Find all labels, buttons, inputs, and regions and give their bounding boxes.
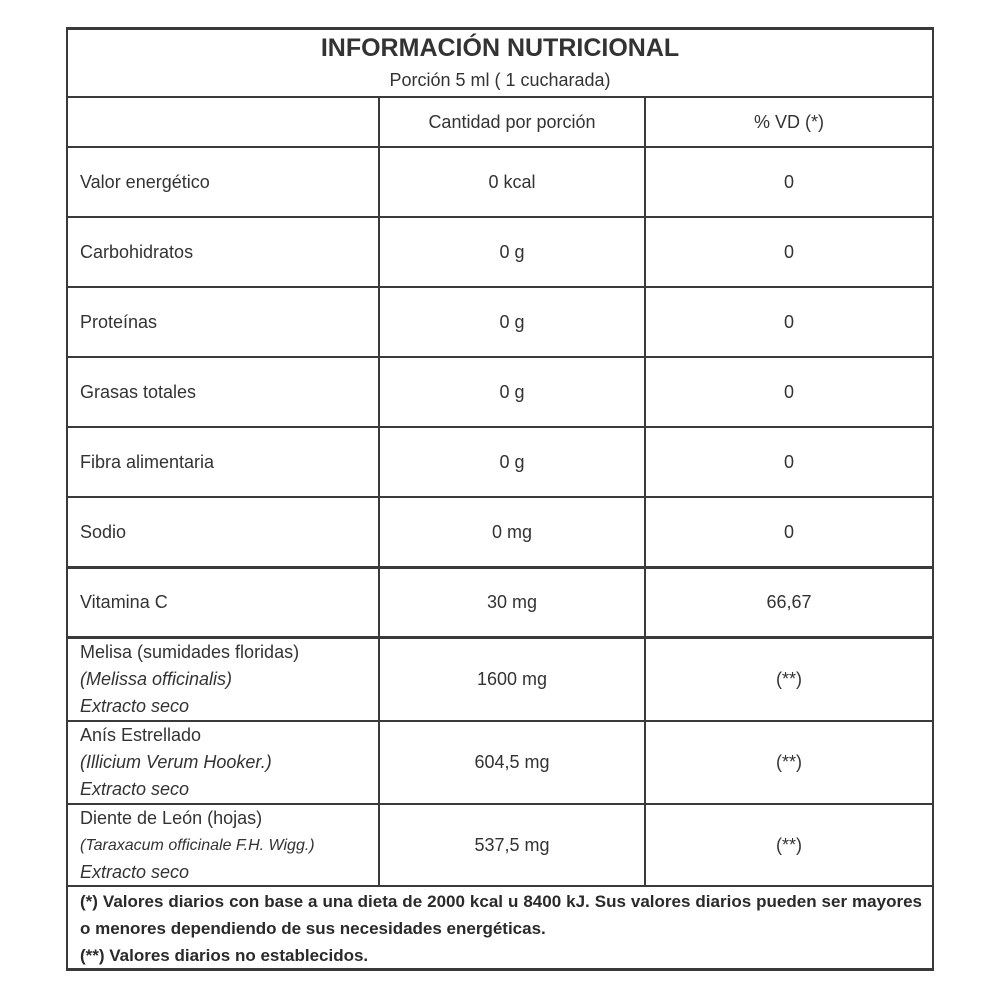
row-amount: 0 kcal	[488, 171, 536, 192]
extract-dv: (**)	[776, 752, 802, 772]
row-dv: 0	[783, 311, 794, 332]
row-name: Vitamina C	[80, 592, 168, 612]
row-dv: 0	[783, 381, 794, 402]
row-amount: 0 g	[499, 311, 525, 332]
serving-size: Porción 5 ml ( 1 cucharada)	[389, 70, 611, 90]
extract-amount: 537,5 mg	[474, 834, 550, 855]
row-name: Sodio	[80, 521, 127, 542]
row-amount: 0 g	[499, 241, 525, 262]
extract-name: Anís Estrellado	[80, 725, 202, 745]
row-dv: 0	[783, 521, 794, 542]
extract-name-cell	[80, 805, 380, 885]
footnote-not-established: (**) Valores diarios no establecidos.	[80, 946, 369, 965]
row-amount: 0 g	[499, 381, 525, 402]
nutrition-facts-table	[66, 27, 934, 971]
divider	[68, 885, 932, 887]
row-amount: 30 mg	[486, 592, 538, 612]
extract-name: Melisa (sumidades floridas)	[80, 642, 300, 662]
extract-amount: 1600 mg	[476, 669, 548, 689]
extract-type: Extracto seco	[80, 861, 190, 882]
table-header	[68, 30, 932, 96]
extract-scientific-name: (Illicium Verum Hooker.)	[80, 752, 272, 772]
row-name: Carbohidratos	[80, 241, 194, 262]
extract-dv: (**)	[776, 669, 802, 689]
row-dv: 0	[783, 171, 794, 192]
row-dv: 66,67	[766, 592, 812, 612]
footnotes	[80, 888, 922, 969]
extract-type: Extracto seco	[80, 779, 190, 799]
column-header-amount: Cantidad por porción	[428, 111, 596, 132]
extract-scientific-name: (Taraxacum officinale F.H. Wigg.)	[80, 836, 315, 854]
footnote-daily-values: (*) Valores diarios con base a una dieta de 2000 kcal u 8400 kJ. Sus valores diarios pueden ser mayores o menores dependiendo de sus necesidades energéticas.	[80, 892, 922, 938]
row-dv: 0	[783, 241, 794, 262]
row-amount: 0 mg	[491, 521, 533, 542]
row-amount: 0 g	[499, 451, 525, 472]
row-name: Grasas totales	[80, 381, 197, 402]
extract-scientific-name: (Melissa officinalis)	[80, 669, 233, 689]
extract-amount: 604,5 mg	[474, 752, 550, 772]
extract-type: Extracto seco	[80, 696, 190, 716]
row-dv: 0	[783, 451, 794, 472]
row-name: Proteínas	[80, 311, 158, 332]
extract-dv: (**)	[776, 834, 802, 855]
extract-name-cell	[80, 639, 380, 720]
row-name: Valor energético	[80, 171, 210, 192]
extract-name: Diente de León (hojas)	[80, 807, 263, 828]
column-header-dv: % VD (*)	[753, 111, 824, 132]
page-title: INFORMACIÓN NUTRICIONAL	[320, 34, 680, 62]
row-name: Fibra alimentaria	[80, 451, 215, 472]
extract-name-cell	[80, 722, 380, 803]
